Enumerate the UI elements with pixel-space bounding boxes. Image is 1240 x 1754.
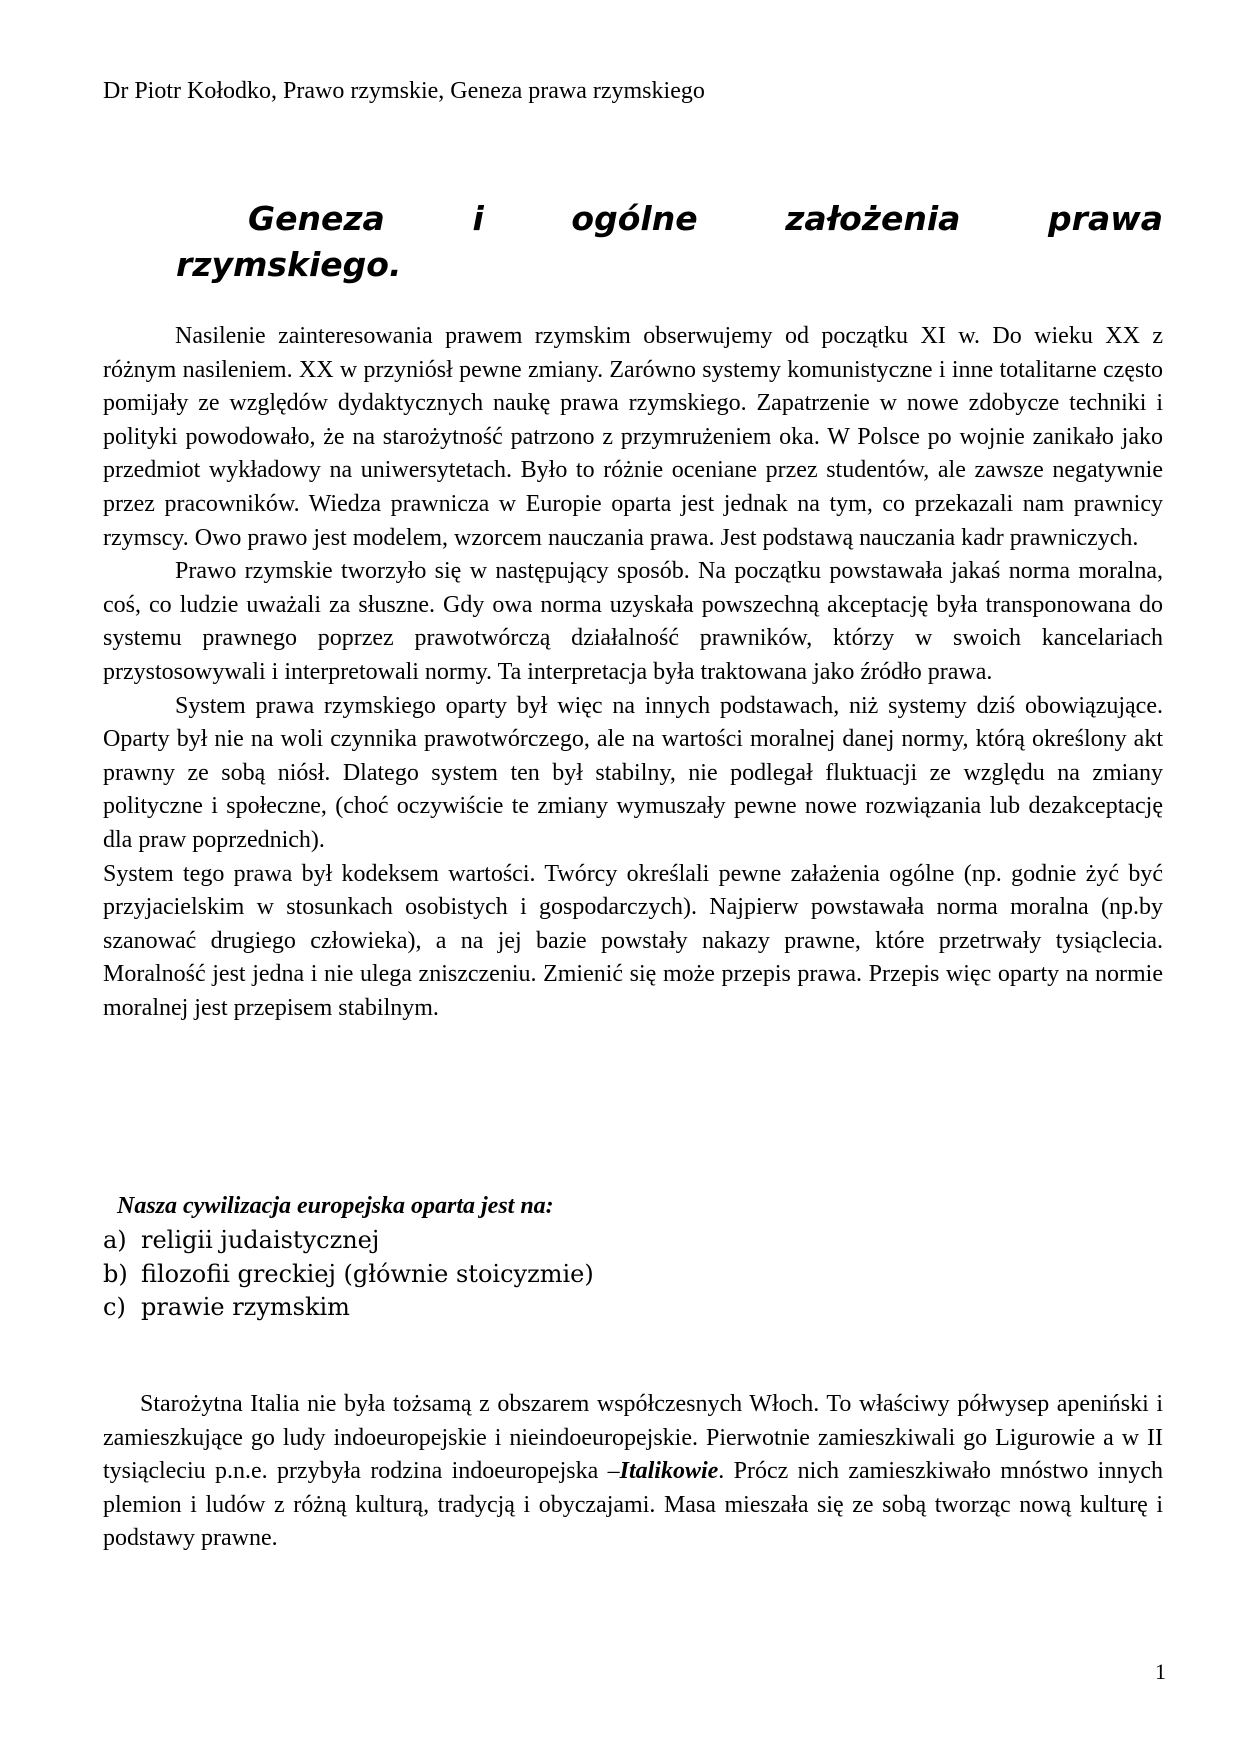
section-italia	[103, 1388, 1163, 1556]
list-item-text: prawie rzymskim	[141, 1293, 350, 1321]
foundations-list	[103, 1224, 594, 1325]
emphasized-term: Italikowie	[619, 1458, 719, 1485]
list-marker: a)	[103, 1226, 127, 1254]
title-line-1	[176, 196, 1163, 242]
paragraph-text: . Prócz nich zamieszkiwało mnóstwo innych plemion i ludów z różną kulturą, tradycją i obyczajami. Masa mieszała się ze sobą tworząc nową kulturę i podstawy prawne.	[103, 1458, 1163, 1552]
list-marker: b)	[103, 1259, 128, 1288]
title-word: i	[472, 199, 484, 238]
section-intro	[103, 320, 1163, 1025]
paragraph-text: Starożytna Italia nie była tożsamą z obszarem współczesnych Włoch. To właściwy półwysep apeniński i zamieszkujące go ludy indoeuropejskie i nieindoeuropejskie. Pierwotnie zamieszkiwali go Ligurowie a w II tysiącleciu p.n.e. przybyła rodzina indoeuropejska –	[103, 1391, 1163, 1485]
paragraph: Nasilenie zainteresowania prawem rzymskim obserwujemy od początku XI w. Do wieku XX z różnym nasileniem. XX w przyniósł pewne zmiany. Zarówno systemy komunistyczne i inne totalitarne często pomijały ze względów dydaktycznych naukę prawa rzymskiego. Zapatrzenie w nowe zdobycze techniki i polityki powodowało, że na starożytność patrzono z przymrużeniem oka. W Polsce po wojnie zanikało jako przedmiot wykładowy na uniwersytetach. Było to różnie oceniane przez studentów, ale zawsze negatywnie przez pracowników. Wiedza prawnicza w Europie oparta jest jednak na tym, co przekazali nam prawnicy rzymscy. Owo prawo jest modelem, wzorcem nauczania prawa. Jest podstawą nauczania kadr prawniczych.	[103, 323, 1163, 551]
list-marker: c)	[103, 1293, 126, 1321]
paragraph: Prawo rzymskie tworzyło się w następujący sposób. Na początku powstawała jakaś norma moralna, coś, co ludzie uważali za słuszne. Gdy owa norma uzyskała powszechną akceptację była transponowana do systemu prawnego poprzez prawotwórczą działalność prawników, którzy w swoich kancelariach przystosowywali i interpretowali normy. Ta interpretacja była traktowana jako źródło prawa.	[103, 558, 1163, 685]
title-word: prawa	[1048, 199, 1163, 238]
title-word: ogólne	[571, 199, 698, 238]
document-title	[176, 196, 1163, 288]
list-item	[103, 1258, 594, 1292]
running-header: Dr Piotr Kołodko, Prawo rzymskie, Geneza prawa rzymskiego	[103, 78, 705, 104]
list-item	[103, 1291, 594, 1325]
title-line-2: rzymskiego.	[176, 245, 402, 284]
paragraph: System tego prawa był kodeksem wartości. Twórcy określali pewne załażenia ogólne (np. godnie żyć być przyjacielskim w stosunkach osobistych i gospodarczych). Najpierw powstawała norma moralna (np.by szanować drugiego człowieka), a na jej bazie powstały nakazy prawne, które przetrwały tysiąclecia. Moralność jest jedna i nie ulega zniszczeniu. Zmienić się może przepis prawa. Przepis więc oparty na normie moralnej jest przepisem stabilnym.	[103, 860, 1163, 1021]
list-item	[103, 1224, 594, 1258]
list-item-text: filozofii greckiej (głównie stoicyzmie)	[141, 1259, 594, 1288]
paragraph: System prawa rzymskiego oparty był więc na innych podstawach, niż systemy dziś obowiązujące. Oparty był nie na woli czynnika prawotwórczego, ale na wartości moralnej danej normy, którą określony akt prawny ze sobą niósł. Dlatego system ten był stabilny, nie podlegał fluktuacji ze względu na zmiany polityczne i społeczne, (choć oczywiście te zmiany wymuszały pewne nowe rozwiązania lub dezakceptację dla praw poprzednich).	[103, 692, 1163, 853]
list-item-text: religii judaistycznej	[141, 1226, 380, 1254]
title-word: Geneza	[248, 199, 385, 238]
paragraph	[103, 1388, 1163, 1556]
list-heading: Nasza cywilizacja europejska oparta jest na:	[117, 1193, 554, 1219]
title-word: założenia	[785, 199, 961, 238]
page-number: 1	[1155, 1659, 1166, 1684]
